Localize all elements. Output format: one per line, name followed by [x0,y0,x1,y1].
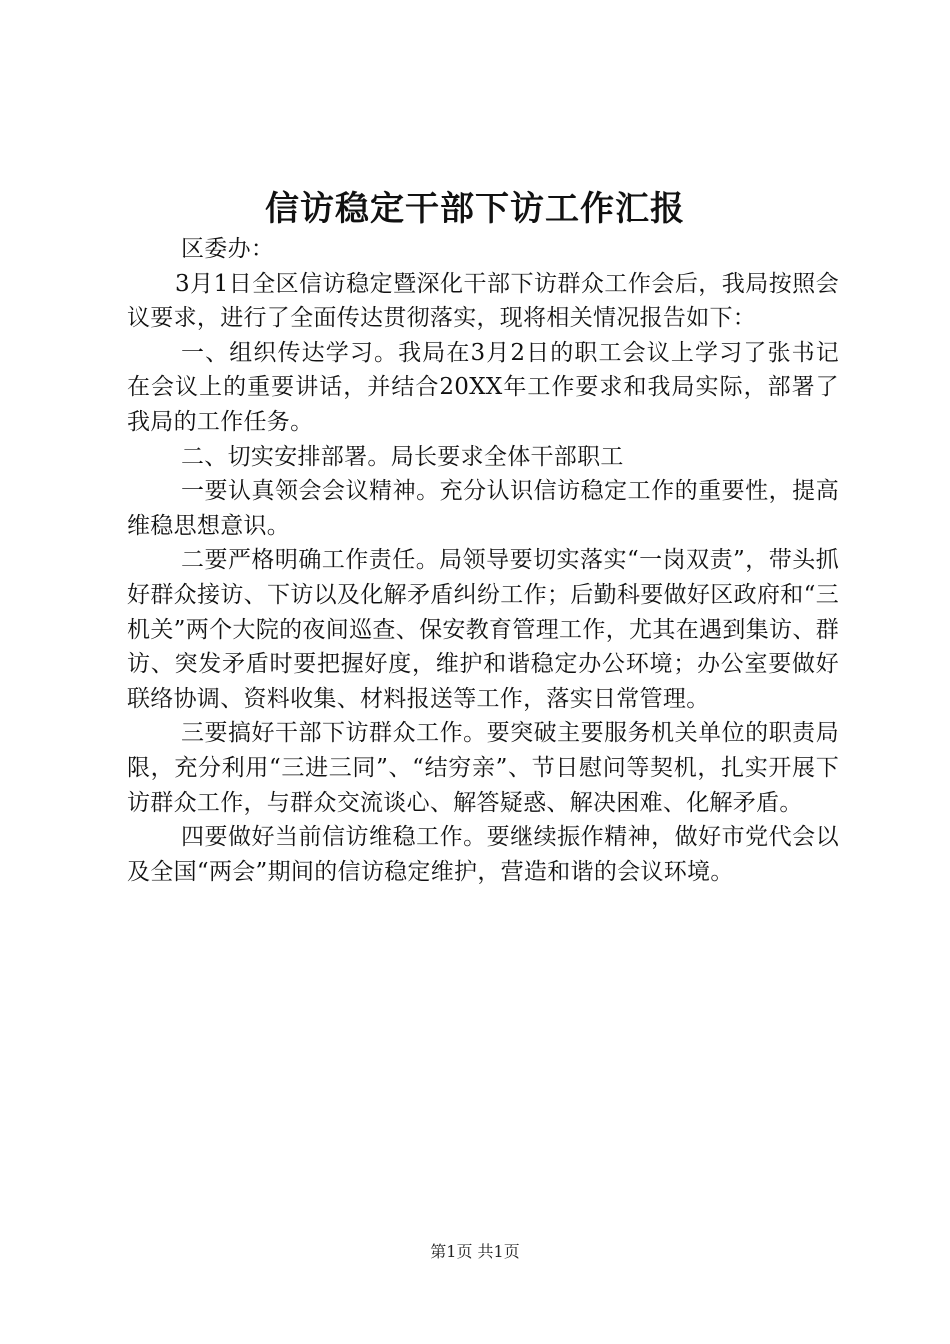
paragraph-item-2: 二要严格明确工作责任。局领导要切实落实“一岗双责”，带头抓好群众接访、下访以及化解矛盾纠纷工作；后勤科要做好区政府和“三机关”两个大院的夜间巡查、保安教育管理工作，尤其在遇到集访、群访、突发矛盾时要把握好度，维护和谐稳定办公环境；办公室要做好联络协调、资料收集、材料报送等工作，落实日常管理。 [127,547,839,712]
paragraph-item-4: 四要做好当前信访维稳工作。要继续振作精神，做好市党代会以及全国“两会”期间的信访稳定维护，营造和谐的会议环境。 [127,824,839,885]
document-body [127,232,839,889]
paragraph-item-3: 三要搞好干部下访群众工作。要突破主要服务机关单位的职责局限，充分利用“三进三同”、“结穷亲”、节日慰问等契机，扎实开展下访群众工作，与群众交流谈心、解答疑惑、解决困难、化解矛盾。 [127,720,839,816]
paragraph-section-2: 二、切实安排部署。局长要求全体干部职工 [181,443,624,470]
salutation: 区委办： [181,236,275,262]
paragraph-item-1: 一要认真领会会议精神。充分认识信访稳定工作的重要性，提高维稳思想意识。 [127,478,839,539]
paragraph-intro: 3月1日全区信访稳定暨深化干部下访群众工作会后，我局按照会议要求，进行了全面传达贯彻落实，现将相关情况报告如下： [127,270,839,332]
paragraph-section-1: 一、组织传达学习。我局在3月2日的职工会议上学习了张书记在会议上的重要讲话，并结合20XX年工作要求和我局实际，部署了我局的工作任务。 [127,339,839,435]
document-title: 信访稳定干部下访工作汇报 [265,189,685,229]
page-number-footer: 第1页 共1页 [430,1242,520,1261]
